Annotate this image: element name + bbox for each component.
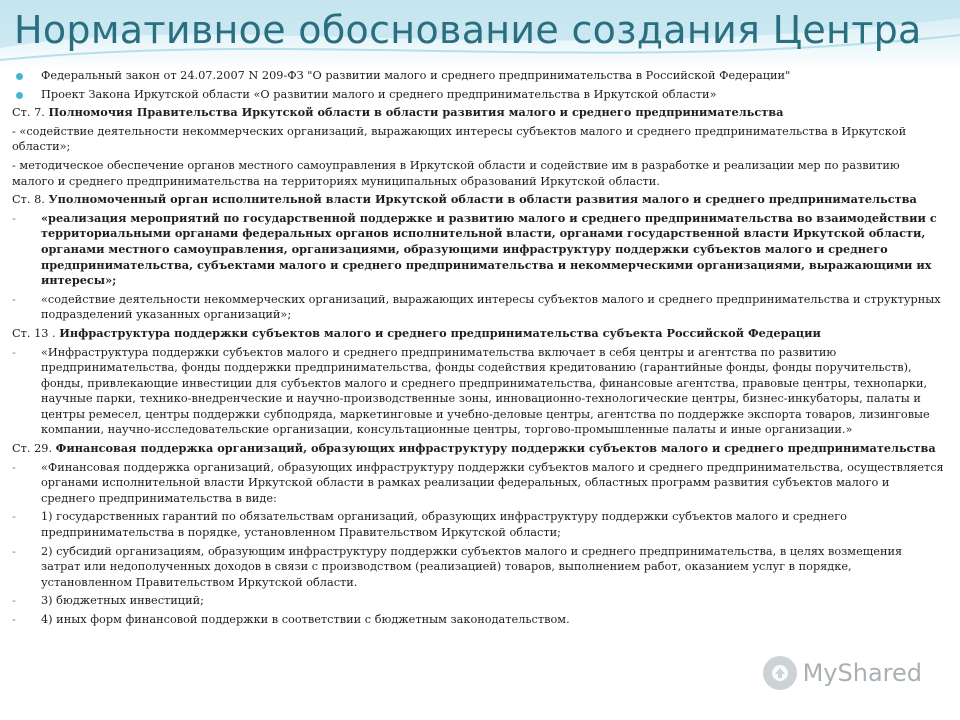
dash-item [12,345,944,439]
article-number: Ст. 7. [12,106,49,120]
dash-item [12,612,944,628]
line-text: «Финансовая поддержка организаций, образующих инфраструктуру поддержки субъектов малого и среднего предпринимательства, осуществляется органами исполнительной власти Иркутской области в рамках реализации федеральных, областных программ развития субъектов малого и среднего предпринимательства в виде: [41,460,944,505]
bullet-item [12,87,944,103]
bullet-dot-icon [16,73,23,80]
bullet-dot-icon [16,92,23,99]
dash-item [12,211,944,289]
bold-text: Уполномоченный орган исполнительной власти Иркутской области в области развития малого и среднего предпринимательства [48,192,917,207]
line-text: - методическое обеспечение органов местного самоуправления в Иркутской области и содействие им в разработке и реализации мер по развитию малого и среднего предпринимательства на территориях муниципальных образований Иркутской области. [12,158,900,188]
watermark [763,656,922,690]
article-number: Ст. 29. [12,442,56,456]
line-text: 1) государственных гарантий по обязательствам организаций, образующих инфраструктуру поддержки субъектов малого и среднего предпринимательства в порядке, установленном Правительством Иркутской области; [41,510,847,540]
text-line [12,441,944,457]
watermark-text: MyShared [802,659,922,687]
bold-text: Полномочия Правительства Иркутской области в области развития малого и среднего предпринимательства [48,105,784,120]
line-text: Федеральный закон от 24.07.2007 N 209-ФЗ "О развитии малого и среднего предпринимательства в Российской Федерации" [41,69,791,82]
bold-text: «реализация мероприятий по государственной поддержке и развитию малого и среднего предпринимательства во взаимодействии с территориальными органами федеральных органов исполнительной власти, органами государственной власти Иркутской области, органами местного самоуправления, организациями, образующими инфраструктуру поддержки субъектов малого и среднего предпринимательства, субъектами малого и среднего предпринимательства и некоммерческими организациями, выражающими их интересы»; [41,210,937,288]
text-line [12,326,944,342]
bold-text: Финансовая поддержка организаций, образующих инфраструктуру поддержки субъектов малого и среднего предпринимательства [55,441,936,456]
dash-marker-icon: - [12,613,16,626]
line-text: 3) бюджетных инвестиций; [41,594,204,608]
dash-marker-icon: - [12,345,16,359]
dash-item [12,544,944,591]
line-text: «содействие деятельности некоммерческих организаций, выражающих интересы субъектов малого и среднего предпринимательства и структурных подразделений указанных организаций»; [41,292,941,322]
line-text: 2) субсидий организациям, образующим инфраструктуру поддержки субъектов малого и среднего предпринимательства, в целях возмещения затрат или недополученных доходов в связи с производством (реализацией) товаров, выполнением работ, оказанием услуг в порядке, установленном Правительством Иркутской области. [41,544,903,589]
dash-marker-icon: - [12,594,16,608]
dash-marker-icon: - [12,292,16,306]
dash-item [12,509,944,540]
bullet-item [12,68,944,84]
bold-text: Инфраструктура поддержки субъектов малого и среднего предпринимательства субъекта Российской Федерации [59,325,821,340]
text-line [12,105,944,121]
text-line [12,192,944,208]
dash-item [12,593,944,609]
dash-item [12,460,944,507]
watermark-logo-icon [763,656,797,690]
dash-marker-icon: - [12,544,16,558]
line-text: - «содействие деятельности некоммерческих организаций, выражающих интересы субъектов малого и среднего предпринимательства в Иркутской области»; [12,124,907,154]
article-number: Ст. 13 . [12,326,60,340]
line-text: Проект Закона Иркутской области «О развитии малого и среднего предпринимательства в Иркутской области» [41,87,717,101]
article-number: Ст. 8. [12,193,49,207]
line-text: 4) иных форм финансовой поддержки в соответствии с бюджетным законодательством. [41,613,570,626]
dash-marker-icon: - [12,510,16,524]
text-line [12,124,944,155]
slide-body [12,68,944,631]
dash-marker-icon: - [12,211,16,225]
text-line [12,158,944,189]
slide-title: Нормативное обоснование создания Центра [14,8,922,52]
dash-marker-icon: - [12,460,16,474]
dash-item [12,292,944,323]
line-text: «Инфраструктура поддержки субъектов малого и среднего предпринимательства включает в себя центры и агентства по развитию предпринимательства, фонды поддержки предпринимательства, фонды содействия кредитованию (гарантийные фонды, фонды поручительств), фонды, привлекающие инвестиции для субъектов малого и среднего предпринимательства, финансовые агентства, правовые центры, технопарки, научные парки, технико-внедренческие и научно-производственные зоны, инновационно-технологические центры, бизнес-инкубаторы, палаты и центры ремесел, центры поддержки субподряда, маркетинговые и учебно-деловые центры, агентства по поддержке экспорта товаров, лизинговые компании, научно-исследовательские организации, консультационные центры, торгово-промышленные палаты и иные организации.» [41,345,930,437]
